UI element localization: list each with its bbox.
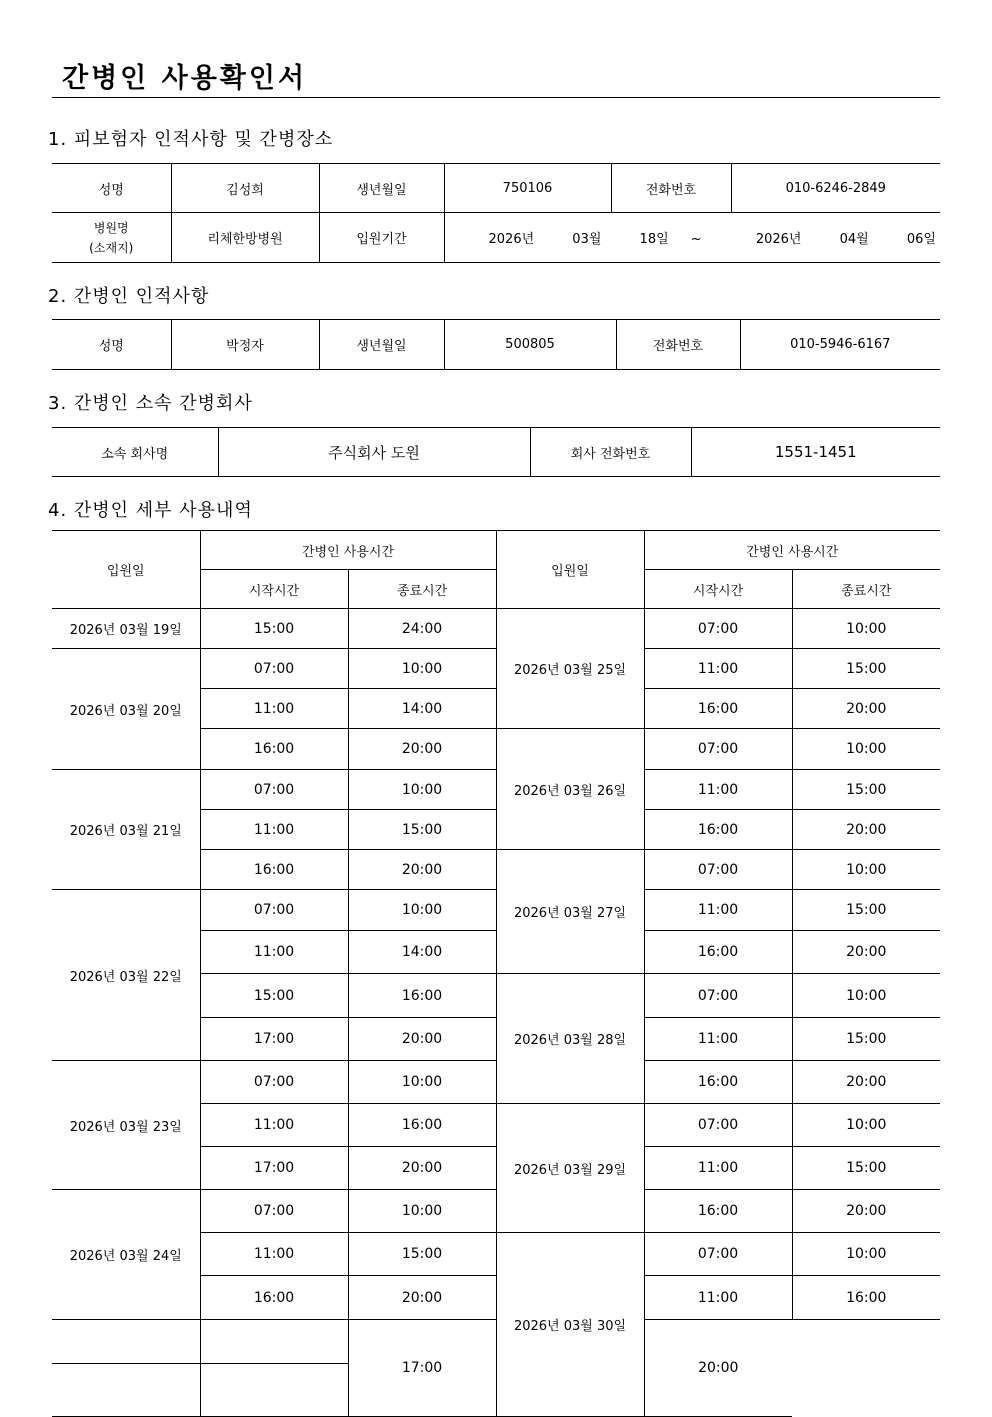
right-end-time: 20:00 — [792, 810, 940, 850]
left-start-time — [52, 1364, 200, 1417]
left-end-time: 16:00 — [348, 974, 496, 1018]
left-start-time: 11:00 — [200, 931, 348, 974]
document-title: 간병인 사용확인서 — [62, 63, 308, 94]
left-start-time: 15:00 — [200, 974, 348, 1018]
right-end-time: 10:00 — [792, 609, 940, 649]
left-start-time: 07:00 — [200, 770, 348, 810]
left-date: 2026년 03월 23일 — [52, 1061, 200, 1190]
caregiver-info-table — [52, 319, 940, 370]
left-start-time: 11:00 — [200, 689, 348, 729]
company-name: 주식회사 도원 — [218, 428, 530, 477]
right-start-time: 07:00 — [644, 609, 792, 649]
right-start-time: 11:00 — [644, 1147, 792, 1190]
left-start-header: 시작시간 — [200, 570, 348, 609]
right-end-time: 16:00 — [792, 1276, 940, 1320]
company-info-table — [52, 427, 940, 477]
right-end-time: 10:00 — [792, 1104, 940, 1147]
right-date: 2026년 03월 25일 — [496, 609, 644, 729]
right-start-time: 07:00 — [644, 1104, 792, 1147]
left-end-time — [200, 1364, 348, 1417]
left-start-time: 07:00 — [200, 1190, 348, 1233]
period-end-year: 2026년 — [755, 232, 802, 247]
right-end-time: 15:00 — [792, 890, 940, 931]
left-date: 2026년 03월 22일 — [52, 890, 200, 1061]
hospital-sub-label: (소재지) — [89, 240, 134, 255]
right-date: 2026년 03월 26일 — [496, 729, 644, 850]
left-end-time: 10:00 — [348, 770, 496, 810]
caregiver-phone-label: 전화번호 — [616, 320, 740, 370]
right-start-time: 11:00 — [644, 890, 792, 931]
left-start-time: 17:00 — [200, 1147, 348, 1190]
left-end-time: 20:00 — [348, 850, 496, 890]
left-start-time: 07:00 — [200, 1061, 348, 1104]
insured-name-label: 성명 — [52, 164, 171, 213]
left-usage-header: 간병인 사용시간 — [200, 531, 496, 570]
insured-name: 김성희 — [171, 164, 319, 213]
right-start-time: 11:00 — [644, 1018, 792, 1061]
period-end-month: 04월 — [839, 232, 869, 247]
left-start-time: 11:00 — [200, 1233, 348, 1276]
section4-heading: 4. 간병인 세부 사용내역 — [48, 500, 253, 521]
caregiver-phone: 010-5946-6167 — [740, 320, 940, 370]
left-end-time: 20:00 — [348, 729, 496, 770]
right-end-time: 10:00 — [792, 1233, 940, 1276]
right-end-time: 10:00 — [792, 974, 940, 1018]
left-start-time: 07:00 — [200, 890, 348, 931]
left-start-time — [52, 1320, 200, 1364]
period-label: 입원기간 — [319, 213, 444, 263]
insured-birth: 750106 — [444, 164, 611, 213]
left-date: 2026년 03월 21일 — [52, 770, 200, 890]
left-end-time: 15:00 — [348, 810, 496, 850]
left-start-time: 15:00 — [200, 609, 348, 649]
right-start-time: 07:00 — [644, 729, 792, 770]
left-start-time: 16:00 — [200, 1276, 348, 1320]
right-date: 2026년 03월 29일 — [496, 1104, 644, 1233]
left-start-time: 11:00 — [200, 810, 348, 850]
right-end-time: 15:00 — [792, 649, 940, 689]
right-end-time: 20:00 — [792, 1061, 940, 1104]
caregiver-name: 박정자 — [171, 320, 319, 370]
right-start-time: 07:00 — [644, 1233, 792, 1276]
company-name-label: 소속 회사명 — [52, 428, 218, 477]
period-separator: ~ — [690, 232, 702, 247]
right-end-time: 10:00 — [792, 729, 940, 770]
period-start-day: 18일 — [639, 232, 669, 247]
caregiver-name-label: 성명 — [52, 320, 171, 370]
left-date: 2026년 03월 19일 — [52, 609, 200, 649]
insured-phone-label: 전화번호 — [611, 164, 731, 213]
right-end-time: 20:00 — [792, 1190, 940, 1233]
usage-detail-table — [52, 530, 940, 1417]
section1-heading: 1. 피보험자 인적사항 및 간병장소 — [48, 129, 334, 150]
right-start-time: 11:00 — [644, 1276, 792, 1320]
right-end-time: 15:00 — [792, 1147, 940, 1190]
left-end-time: 16:00 — [348, 1104, 496, 1147]
right-end-time: 20:00 — [792, 689, 940, 729]
hospital-name: 리체한방병원 — [171, 213, 319, 263]
left-date: 2026년 03월 20일 — [52, 649, 200, 770]
left-end-time — [200, 1320, 348, 1364]
left-end-time: 20:00 — [348, 1018, 496, 1061]
right-start-time: 11:00 — [644, 770, 792, 810]
right-date: 2026년 03월 28일 — [496, 974, 644, 1104]
right-usage-header: 간병인 사용시간 — [644, 531, 940, 570]
right-start-header: 시작시간 — [644, 570, 792, 609]
right-date: 2026년 03월 30일 — [496, 1233, 644, 1417]
insured-info-table — [52, 163, 940, 263]
right-date-header: 입원일 — [496, 531, 644, 609]
right-end-time: 20:00 — [644, 1320, 792, 1417]
hospital-label-cell — [52, 213, 171, 263]
right-start-time: 07:00 — [644, 974, 792, 1018]
company-phone: 1551-1451 — [691, 428, 940, 477]
right-start-time: 16:00 — [644, 1061, 792, 1104]
left-start-time: 07:00 — [200, 649, 348, 689]
left-end-time: 10:00 — [348, 649, 496, 689]
insured-phone: 010-6246-2849 — [731, 164, 940, 213]
right-end-time: 20:00 — [792, 931, 940, 974]
period-start-year: 2026년 — [488, 232, 535, 247]
hospital-label: 병원명 — [93, 220, 129, 235]
left-end-time: 10:00 — [348, 1190, 496, 1233]
right-start-time: 16:00 — [644, 931, 792, 974]
left-start-time: 16:00 — [200, 729, 348, 770]
admission-period — [444, 213, 940, 263]
title-divider — [52, 97, 940, 98]
left-start-time: 17:00 — [200, 1018, 348, 1061]
section2-heading: 2. 간병인 인적사항 — [48, 286, 210, 307]
left-end-time: 20:00 — [348, 1276, 496, 1320]
right-start-time: 16:00 — [644, 689, 792, 729]
caregiver-birth-label: 생년월일 — [319, 320, 444, 370]
right-end-time: 10:00 — [792, 850, 940, 890]
period-end-day: 06일 — [906, 232, 936, 247]
left-end-time: 14:00 — [348, 689, 496, 729]
section3-heading: 3. 간병인 소속 간병회사 — [48, 393, 253, 414]
left-date: 2026년 03월 24일 — [52, 1190, 200, 1320]
right-start-time: 07:00 — [644, 850, 792, 890]
left-end-time: 20:00 — [348, 1147, 496, 1190]
right-date: 2026년 03월 27일 — [496, 850, 644, 974]
left-date-header: 입원일 — [52, 531, 200, 609]
right-end-time: 15:00 — [792, 1018, 940, 1061]
left-end-time: 24:00 — [348, 609, 496, 649]
left-end-time: 15:00 — [348, 1233, 496, 1276]
left-end-time: 14:00 — [348, 931, 496, 974]
right-end-header: 종료시간 — [792, 570, 940, 609]
left-start-time: 16:00 — [200, 850, 348, 890]
right-start-time: 16:00 — [644, 1190, 792, 1233]
caregiver-birth: 500805 — [444, 320, 616, 370]
period-start-month: 03월 — [572, 232, 602, 247]
right-start-time: 11:00 — [644, 649, 792, 689]
right-end-time: 15:00 — [792, 770, 940, 810]
right-start-time: 17:00 — [348, 1320, 496, 1417]
left-start-time: 11:00 — [200, 1104, 348, 1147]
company-phone-label: 회사 전화번호 — [530, 428, 691, 477]
left-end-header: 종료시간 — [348, 570, 496, 609]
left-end-time: 10:00 — [348, 1061, 496, 1104]
insured-birth-label: 생년월일 — [319, 164, 444, 213]
right-start-time: 16:00 — [644, 810, 792, 850]
left-end-time: 10:00 — [348, 890, 496, 931]
